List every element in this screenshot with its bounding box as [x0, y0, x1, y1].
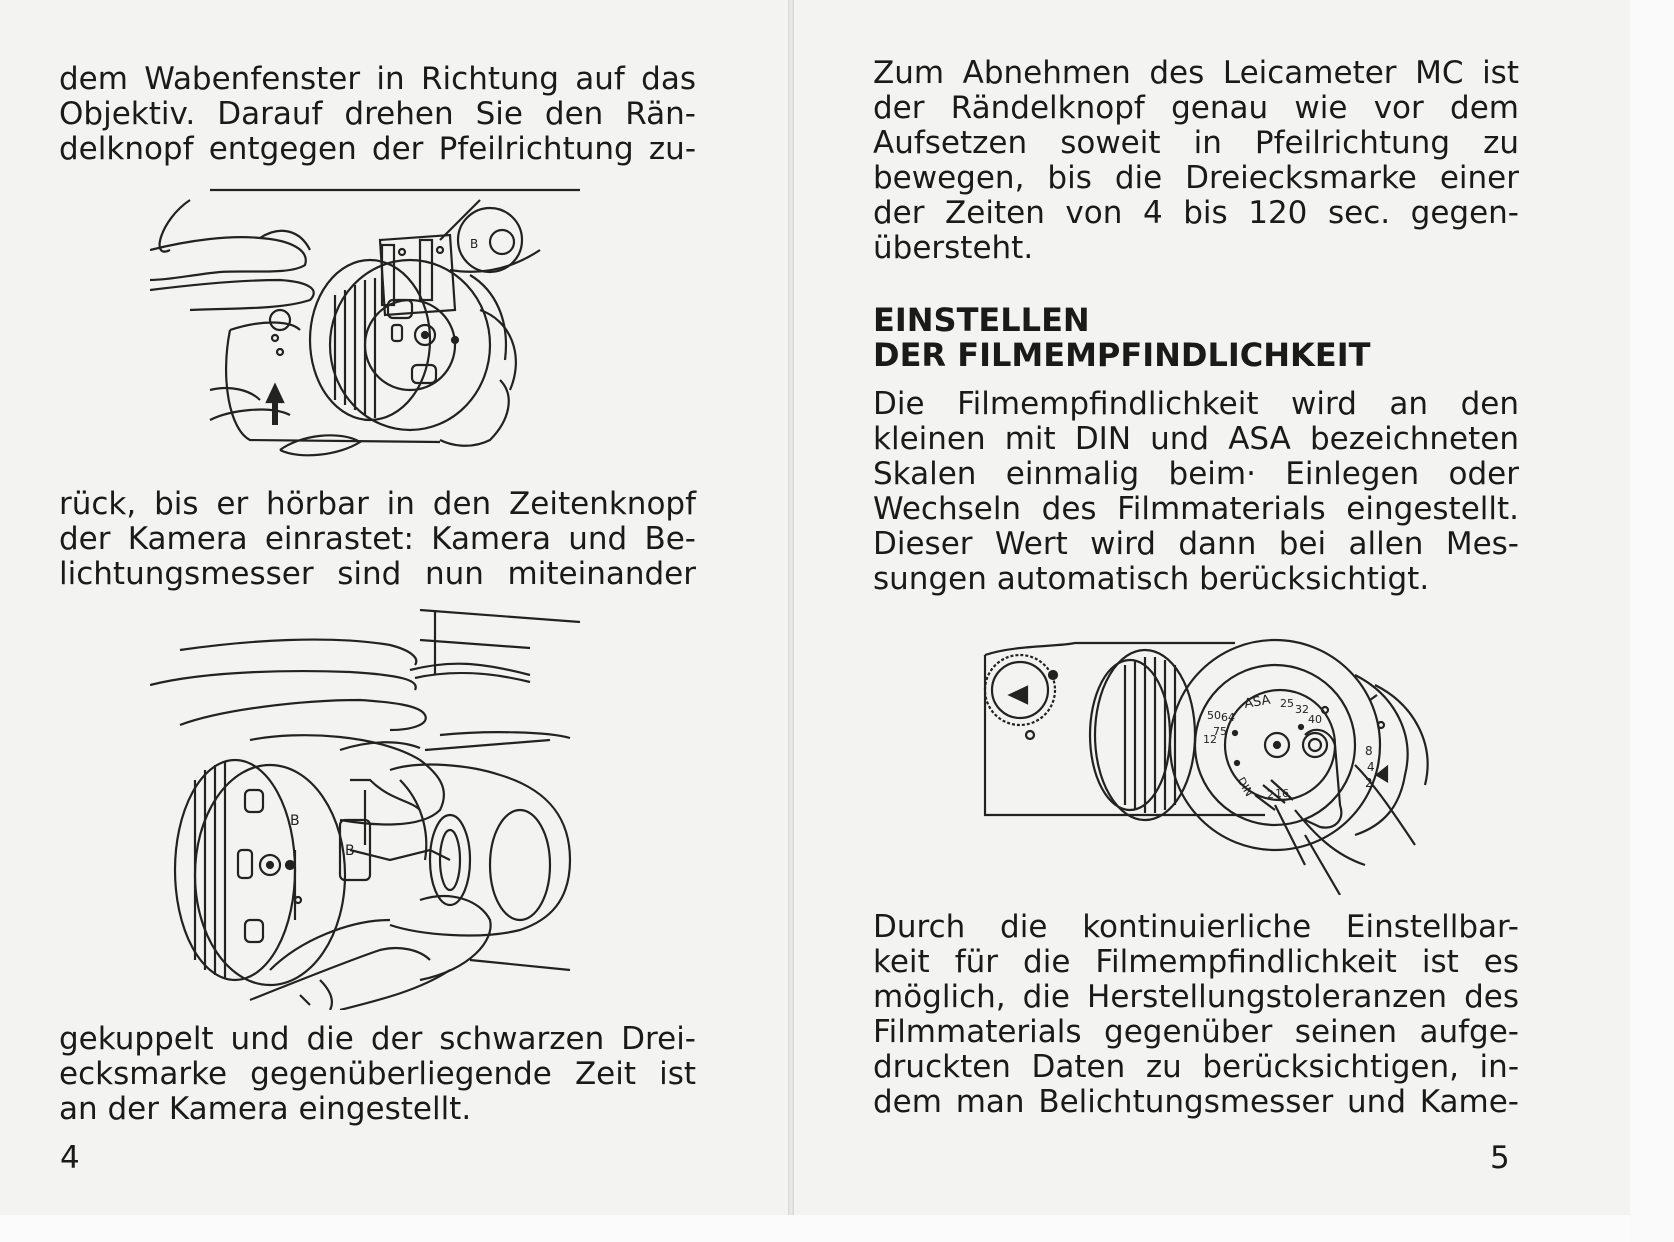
text-line: übersteht. — [873, 230, 1034, 266]
left-scale-value: 75 — [1213, 725, 1227, 738]
text-line: delknopf entgegen der Pfeilrichtung zu- — [59, 131, 696, 167]
left-scale-value: 12 — [1203, 733, 1217, 746]
text-line: sungen automatisch berücksichtigt. — [873, 561, 1430, 597]
din-scale-value: 2 — [1267, 788, 1274, 801]
text-line: Wechseln des Filmmaterials eingestellt. — [873, 491, 1519, 527]
left-paragraph-2 — [59, 487, 696, 592]
text-line: Filmmaterials gegenüber seinen aufge- — [873, 1014, 1519, 1050]
text-line: der Zeiten von 4 bis 120 sec. gegen- — [873, 195, 1519, 231]
text-line: der Rändelknopf genau wie vor dem — [873, 90, 1519, 126]
dial-label: B — [290, 813, 300, 829]
dial-label: B — [345, 843, 355, 859]
heading-line: EINSTELLEN — [873, 301, 1090, 339]
meter-illustration — [975, 635, 1445, 895]
left-scale-value: 64 — [1221, 711, 1235, 724]
asa-scale-value: 40 — [1308, 713, 1322, 726]
time-scale-value: 4 — [1367, 760, 1375, 774]
text-line: Skalen einmalig beim· Einlegen oder — [873, 456, 1519, 492]
text-line: dem man Belichtungsmesser und Kame- — [873, 1084, 1519, 1120]
text-line: an der Kamera eingestellt. — [59, 1091, 472, 1127]
text-line: Zum Abnehmen des Leicameter MC ist — [873, 55, 1519, 91]
time-scale-value: 8 — [1365, 744, 1373, 758]
text-line: ecksmarke gegenüberliegende Zeit ist — [59, 1056, 696, 1092]
scan-margin — [1630, 0, 1674, 1242]
time-scale-value: 2 — [1365, 776, 1373, 790]
text-line: Dieser Wert wird dann bei allen Mes- — [873, 526, 1519, 562]
din-scale-value: 16 — [1275, 787, 1289, 800]
text-line: kleinen mit DIN und ASA bezeichneten — [873, 421, 1519, 457]
page-number-right: 5 — [1490, 1140, 1510, 1176]
asa-scale-value: 32 — [1295, 703, 1309, 716]
asa-scale-value: 25 — [1280, 697, 1294, 710]
section-heading — [873, 303, 1370, 373]
text-line: druckten Daten zu berücksichtigen, in- — [873, 1049, 1519, 1085]
text-line: bewegen, bis die Dreiecksmarke einer — [873, 160, 1519, 196]
page-number-left: 4 — [60, 1140, 80, 1176]
text-line: möglich, die Herstellungstoleranzen des — [873, 979, 1519, 1015]
asa-label: ASA — [1243, 692, 1272, 712]
text-line: keit für die Filmempfindlichkeit ist es — [873, 944, 1519, 980]
text-line: dem Wabenfenster in Richtung auf das — [59, 61, 696, 97]
text-line: Objektiv. Darauf drehen Sie den Rän- — [59, 96, 696, 132]
left-paragraph-3 — [59, 1022, 696, 1127]
text-line: gekuppelt und die der schwarzen Drei- — [59, 1021, 696, 1057]
scan-bottom-margin — [0, 1215, 1630, 1242]
right-paragraph-2 — [873, 387, 1519, 597]
text-line: Die Filmempfindlichkeit wird an den — [873, 386, 1519, 422]
right-paragraph-3 — [873, 910, 1519, 1120]
book-gutter — [788, 0, 794, 1215]
camera-illustration-1 — [150, 180, 590, 480]
left-scale-value: 50 — [1207, 709, 1221, 722]
text-line: der Kamera einrastet: Kamera und Be- — [59, 521, 696, 557]
right-paragraph-1 — [873, 56, 1519, 266]
camera-illustration-2 — [150, 600, 620, 1010]
dial-label: B — [470, 237, 479, 251]
din-label: DIN — [1234, 775, 1256, 799]
left-paragraph-1 — [59, 62, 696, 167]
heading-line: DER FILMEMPFINDLICHKEIT — [873, 336, 1371, 374]
text-line: lichtungsmesser sind nun miteinander — [59, 556, 696, 592]
text-line: Durch die kontinuierliche Einstellbar- — [873, 909, 1519, 945]
text-line: rück, bis er hörbar in den Zeitenknopf — [59, 486, 696, 522]
text-line: Aufsetzen soweit in Pfeilrichtung zu — [873, 125, 1519, 161]
